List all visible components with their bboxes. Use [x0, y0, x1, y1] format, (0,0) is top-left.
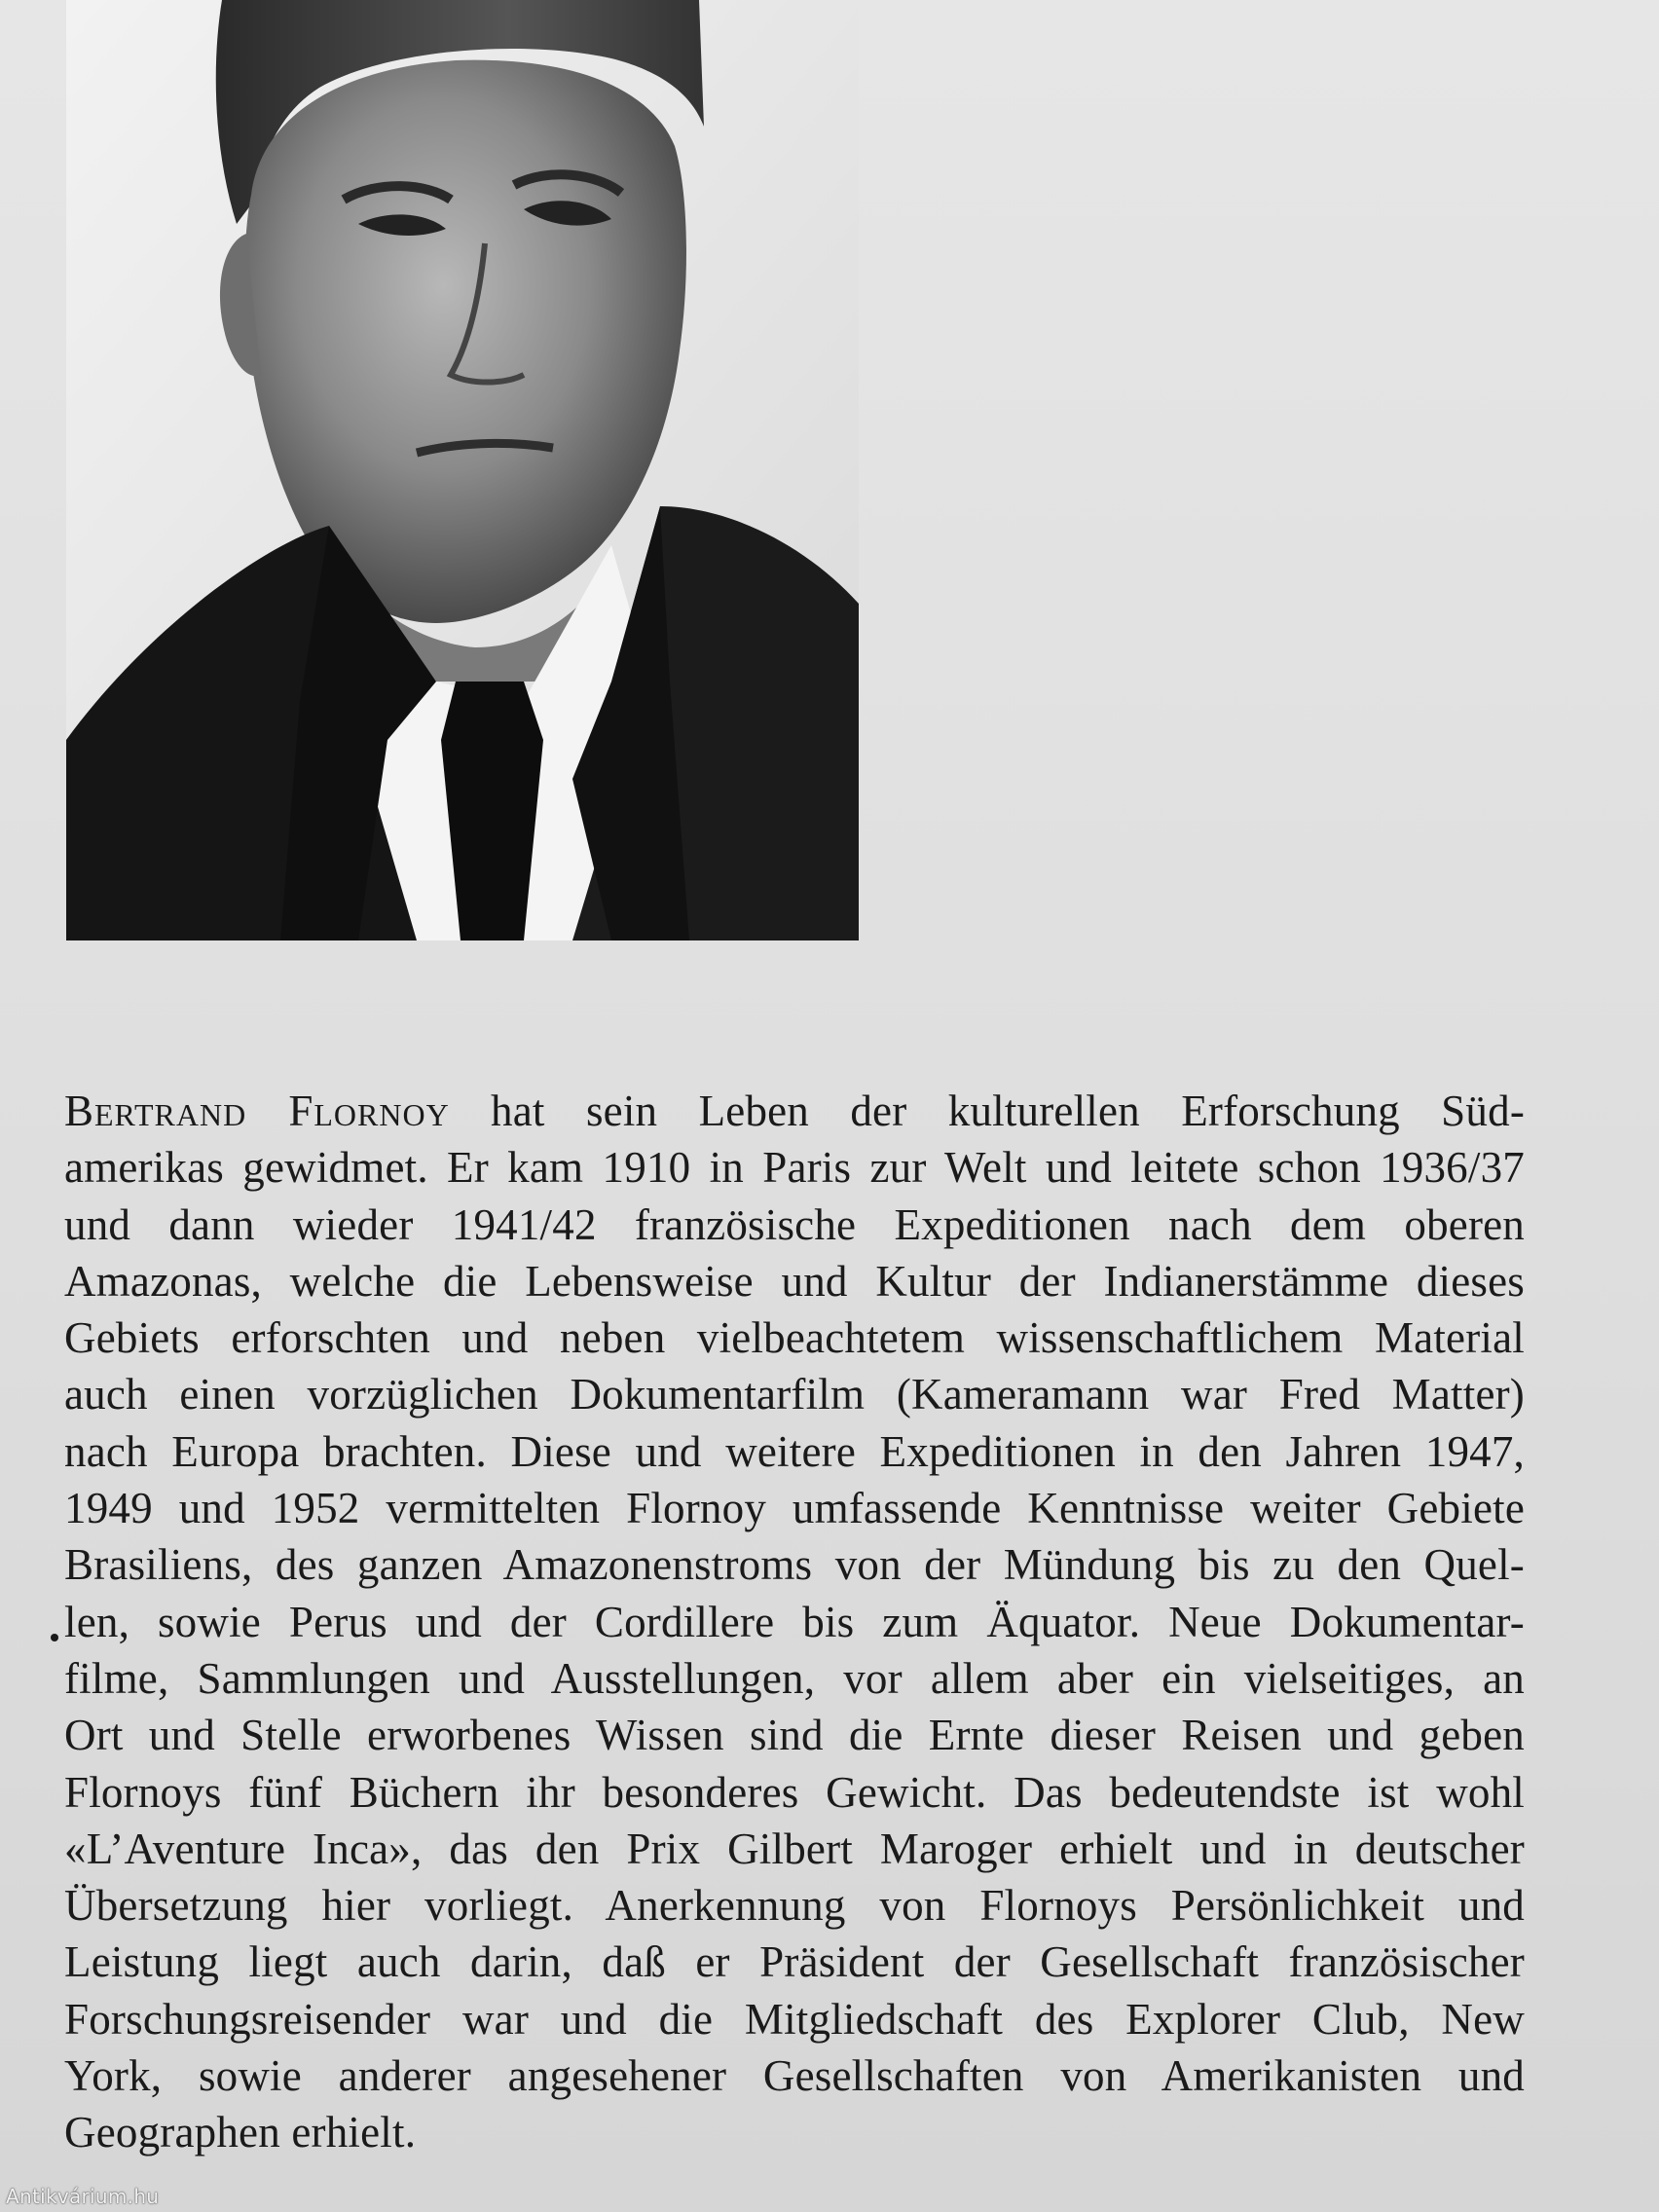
bio-line: Brasiliens, des ganzen Amazonenstroms von der Mündung bis zu den Quel-: [64, 1540, 1525, 1590]
bio-line: len, sowie Perus und der Cordillere bis zum Äquator. Neue Dokumentar-: [64, 1597, 1525, 1646]
bio-line: York, sowie anderer angesehener Gesellschaften von Amerikanisten und: [64, 2051, 1525, 2101]
biography-text: [64, 1083, 1525, 2161]
bio-line: auch einen vorzüglichen Dokumentarfilm (Kameramann war Fred Matter): [64, 1370, 1525, 1419]
bio-line-rest: hat sein Leben der kulturellen Erforschung Süd-: [449, 1087, 1525, 1135]
bio-line: 1949 und 1952 vermittelten Flornoy umfassende Kenntnisse weiter Gebiete: [64, 1484, 1525, 1533]
author-name: Bertrand Flornoy: [64, 1087, 450, 1135]
bio-line: Leistung liegt auch darin, daß er Präsident der Gesellschaft französischer: [64, 1937, 1525, 1987]
bio-line: «L’Aventure Inca», das den Prix Gilbert Maroger erhielt und in deutscher: [64, 1824, 1525, 1873]
bio-line: amerikas gewidmet. Er kam 1910 in Paris zur Welt und leitete schon 1936/37: [64, 1143, 1525, 1193]
bio-line: Amazonas, welche die Lebensweise und Kultur der Indianerstämme dieses: [64, 1256, 1525, 1306]
bio-line: [64, 1083, 1525, 1139]
watermark: Antikvárium.hu: [6, 2185, 160, 2208]
bio-line: Ort und Stelle erworbenes Wissen sind die Ernte dieser Reisen und geben: [64, 1711, 1525, 1760]
bio-line: Übersetzung hier vorliegt. Anerkennung von Flornoys Persönlichkeit und: [64, 1881, 1525, 1931]
bio-line: nach Europa brachten. Diese und weitere Expeditionen in den Jahren 1947,: [64, 1426, 1525, 1476]
bio-line: und dann wieder 1941/42 französische Expeditionen nach dem oberen: [64, 1199, 1525, 1249]
author-portrait: [66, 0, 859, 940]
bio-line: Geographen erhielt.: [64, 2108, 417, 2157]
margin-dot: [51, 1634, 58, 1641]
bio-line: Flornoys fünf Büchern ihr besonderes Gewicht. Das bedeutendste ist wohl: [64, 1767, 1525, 1817]
bio-line: Gebiets erforschten und neben vielbeachtetem wissenschaftlichem Material: [64, 1313, 1525, 1363]
bio-line: Forschungsreisender war und die Mitgliedschaft des Explorer Club, New: [64, 1994, 1525, 2044]
portrait-photo-icon: [66, 0, 859, 940]
bio-line: filme, Sammlungen und Ausstellungen, vor allem aber ein vielseitiges, an: [64, 1653, 1525, 1703]
